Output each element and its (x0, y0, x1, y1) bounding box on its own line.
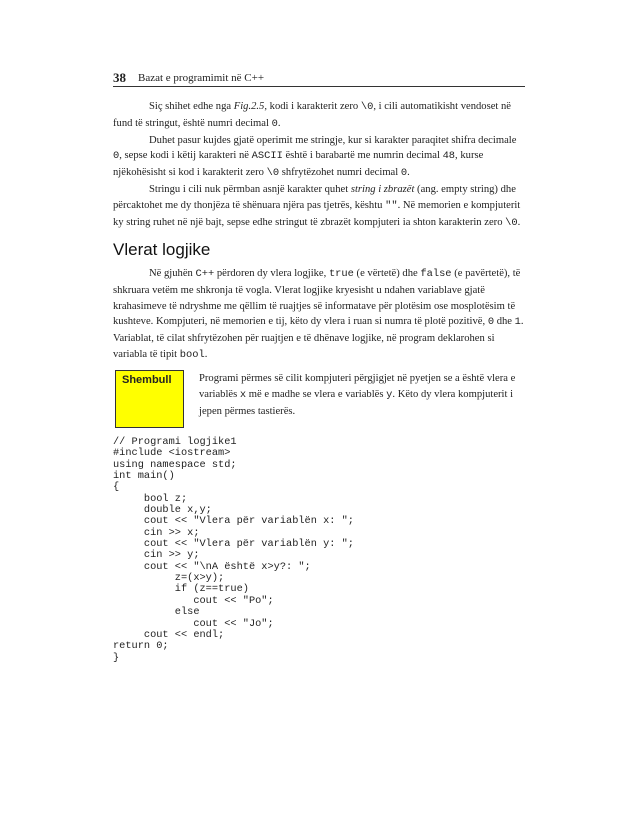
example-description: Programi përmes së cilit kompjuteri përgjigjet në pyetjen se a është vlera e variablës x më e madhe se vlera e variablës y. Këto dy vlera kompjuterit i jepen përmes tastierës. (199, 373, 516, 417)
paragraph-ascii: Duhet pasur kujdes gjatë operimit me stringje, kur si karakter paraqitet shifra decimale 0, sepse kodi i këtij karakteri në ASCII është i barabartë me numrin decimal 48, kurse njëkohësisht si kod i karakterit zero \0 shfrytëzohet numri decimal 0. (113, 134, 517, 180)
paragraph-boolean: Në gjuhën C++ përdoren dy vlera logjike, true (e vërtetë) dhe false (e pavërtetë), të shkruara vetëm me shkronja të vogla. Vlerat logjike kryesisht u ndahen variablave gjatë krahasimeve të ndryshme me qëllim të ruajtjes së informatave për plotësim ose mosplotësim të kushteve. Kompjuteri, në memorien e tij, këto dy vlera i ruan si numra të plotë pozitivë, 0 dhe 1. Variablat, të cilat shfrytëzohen për ruajtjen e të dhënave logjike, në program deklarohen si variabla të tipit bool. (113, 268, 524, 361)
section-heading: Vlerat logjike (113, 240, 211, 259)
term-empty-string: string i zbrazët (350, 183, 415, 195)
page-number: 38 (113, 70, 126, 85)
paragraph-empty-string: Stringu i cili nuk përmban asnjë karakter quhet string i zbrazët (ang. empty string) dhe përcaktohet me dy thonjëza të shënuara njëra pas tjetrës, kështu "". Në memorien e kompjuterit ky string ruhet në një bajt, sepse edhe stringut të zbrazët kompjuteri ia shton karakterin zero \0. (113, 183, 521, 229)
running-header (113, 66, 525, 87)
paragraph-zero-char: Siç shihet edhe nga Fig.2.5, kodi i karakterit zero \0, i cili automatikisht vendoset në fund të stringut, është numri decimal 0. (113, 101, 512, 130)
logic-values-text (113, 266, 525, 364)
code-listing: // Programi logjike1 #include <iostream> using namespace std; int main() { bool z; double x,y; cout << "Vlera për variablën x: "; cin >> x; cout << "Vlera për variablën y: "; cin >> y; cout << "\nA është x>y?: "; z=(x>y); if (z==true) cout << "Po"; else cout << "Jo"; cout << endl; return 0; } (113, 436, 354, 664)
running-title: Bazat e programimit në C++ (138, 72, 265, 84)
example-badge (115, 370, 184, 428)
example-label: Shembull (122, 374, 172, 386)
figure-reference: Fig.2.5 (233, 101, 265, 112)
intro-text (113, 99, 525, 231)
